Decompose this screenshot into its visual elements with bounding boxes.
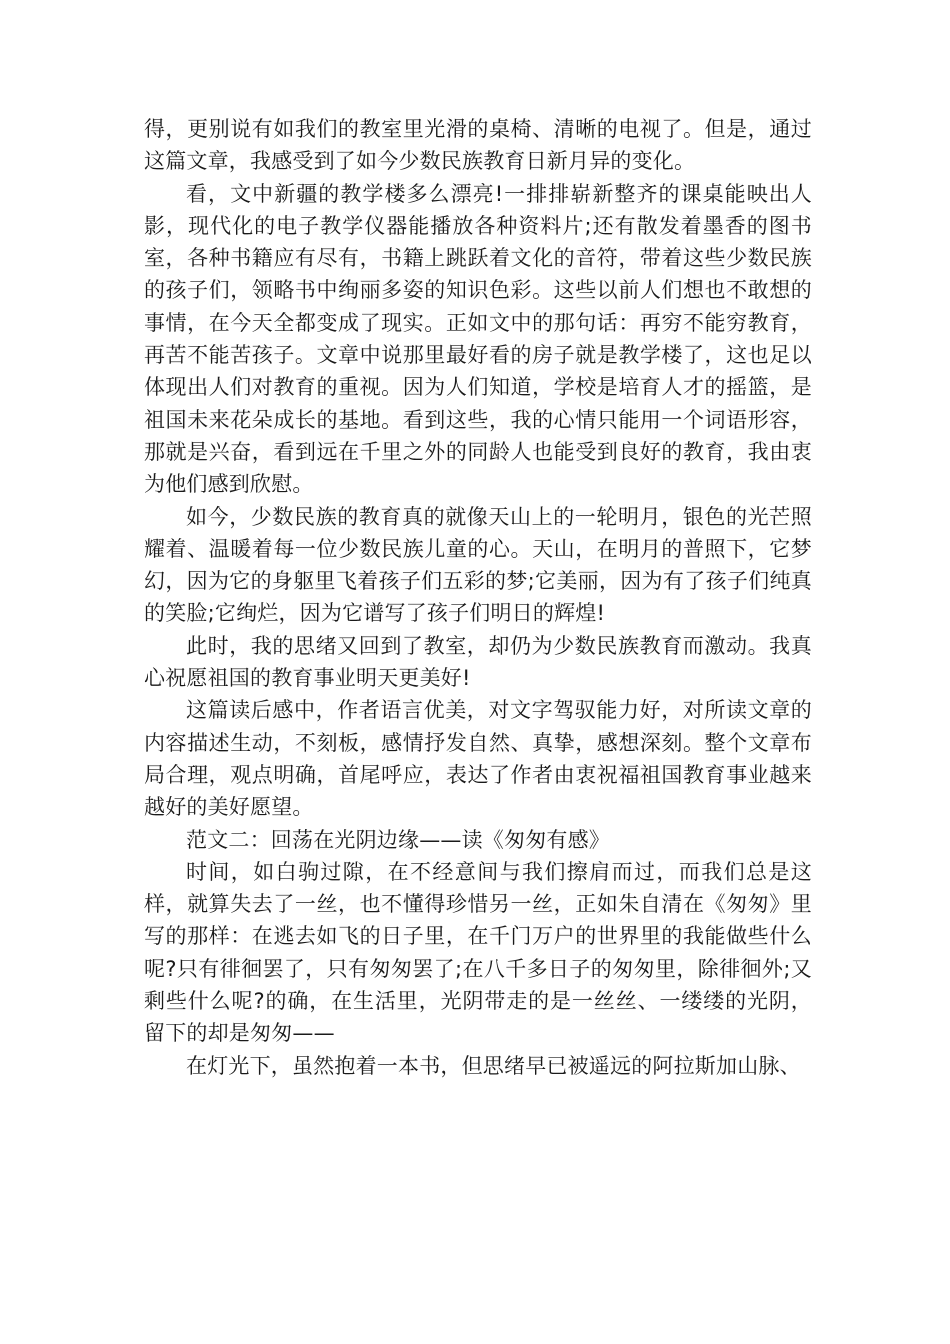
paragraph-continuation: 得，更别说有如我们的教室里光滑的桌椅、清晰的电视了。但是，通过这篇文章，我感受到了如今少数民族教育日新月异的变化。 (144, 117, 812, 174)
document-body (144, 113, 812, 1082)
paragraph-review-comment: 这篇读后感中，作者语言优美，对文字驾驭能力好，对所读文章的内容描述生动，不刻板，感情抒发自然、真挚，感想深刻。整个文章布局合理，观点明确，首尾呼应，表达了作者由衷祝福祖国教育事业越来越好的美好愿望。 (144, 698, 812, 820)
paragraph-time-passing: 时间，如白驹过隙，在不经意间与我们擦肩而过，而我们总是这样，就算失去了一丝，也不懂得珍惜另一丝，正如朱自清在《匆匆》里写的那样：在逃去如飞的日子里，在千门万户的世界里的我能做些什么呢?只有徘徊罢了，只有匆匆罢了;在八千多日子的匆匆里，除徘徊外;又剩些什么呢?的确，在生活里，光阴带走的是一丝丝、一缕缕的光阴，留下的却是匆匆—— (144, 859, 812, 1046)
paragraph-tianshan-moon: 如今，少数民族的教育真的就像天山上的一轮明月，银色的光芒照耀着、温暖着每一位少数民族儿童的心。天山，在明月的普照下，它梦幻，因为它的身躯里飞着孩子们五彩的梦;它美丽，因为有了孩子们纯真的笑脸;它绚烂，因为它谱写了孩子们明日的辉煌! (144, 504, 812, 626)
paragraph-back-to-classroom: 此时，我的思绪又回到了教室，却仍为少数民族教育而激动。我真心祝愿祖国的教育事业明天更美好! (144, 633, 812, 691)
essay-two-title: 范文二：回荡在光阴边缘——读《匆匆有感》 (186, 827, 610, 852)
paragraph-lamplight: 在灯光下，虽然抱着一本书，但思绪早已被遥远的阿拉斯加山脉、 (186, 1053, 801, 1078)
paragraph-xinjiang-school: 看，文中新疆的教学楼多么漂亮!一排排崭新整齐的课桌能映出人影，现代化的电子教学仪器能播放各种资料片;还有散发着墨香的图书室，各种书籍应有尽有，书籍上跳跃着文化的音符，带着这些少数民族的孩子们，领略书中绚丽多姿的知识色彩。这些以前人们想也不敢想的事情，在今天全都变成了现实。正如文中的那句话：再穷不能穷教育，再苦不能苦孩子。文章中说那里最好看的房子就是教学楼了，这也足以体现出人们对教育的重视。因为人们知道，学校是培育人才的摇篮，是祖国未来花朵成长的基地。看到这些，我的心情只能用一个词语形容，那就是兴奋，看到远在千里之外的同龄人也能受到良好的教育，我由衷为他们感到欣慰。 (144, 181, 812, 497)
